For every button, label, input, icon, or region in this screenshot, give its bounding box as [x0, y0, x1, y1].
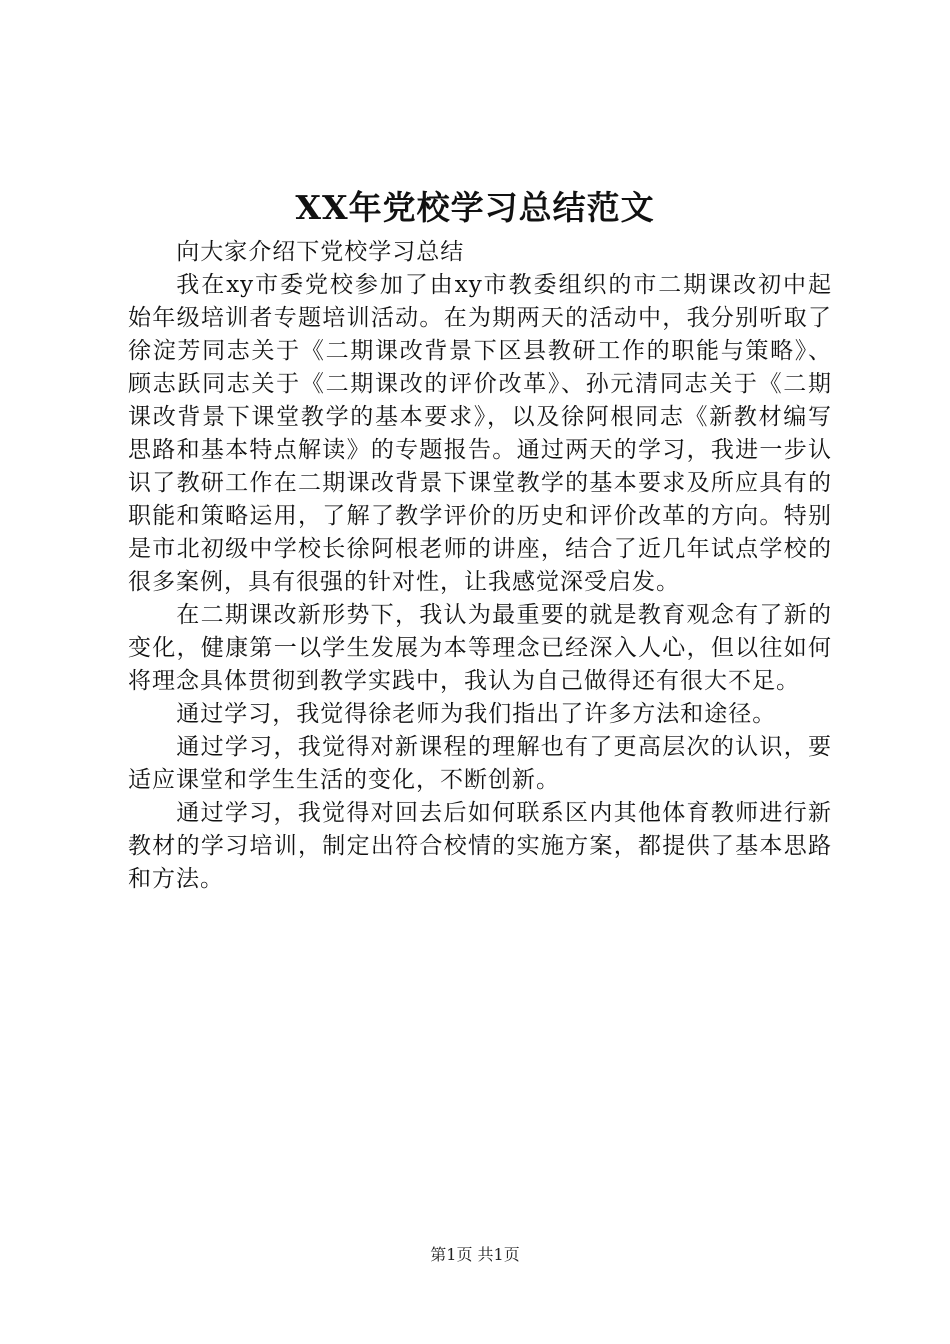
paragraph-intro: 向大家介绍下党校学习总结: [176, 239, 465, 265]
paragraph-3: 通过学习，我觉得徐老师为我们指出了许多方法和途径。: [176, 701, 777, 727]
document-body: [128, 236, 832, 896]
document-title: XX年党校学习总结范文: [295, 188, 655, 227]
paragraph-5: 通过学习，我觉得对回去后如何联系区内其他体育教师进行新教材的学习培训，制定出符合校情的实施方案，都提供了基本思路和方法。: [128, 800, 832, 892]
page-footer: 第1页 共1页: [430, 1245, 520, 1264]
paragraph-1: 我在xy市委党校参加了由xy市教委组织的市二期课改初中起始年级培训者专题培训活动。在为期两天的活动中，我分别听取了徐淀芳同志关于《二期课改背景下区县教研工作的职能与策略》、顾志跃同志关于《二期课改的评价改革》、孙元清同志关于《二期课改背景下课堂教学的基本要求》，以及徐阿根同志《新教材编写思路和基本特点解读》的专题报告。通过两天的学习，我进一步认识了教研工作在二期课改背景下课堂教学的基本要求及所应具有的职能和策略运用，了解了教学评价的历史和评价改革的方向。特别是市北初级中学校长徐阿根老师的讲座，结合了近几年试点学校的很多案例，具有很强的针对性，让我感觉深受启发。: [128, 272, 832, 595]
paragraph-2: 在二期课改新形势下，我认为最重要的就是教育观念有了新的变化，健康第一以学生发展为本等理念已经深入人心，但以往如何将理念具体贯彻到教学实践中，我认为自己做得还有很大不足。: [128, 602, 832, 694]
paragraph-4: 通过学习，我觉得对新课程的理解也有了更高层次的认识，要适应课堂和学生生活的变化，不断创新。: [128, 734, 832, 793]
